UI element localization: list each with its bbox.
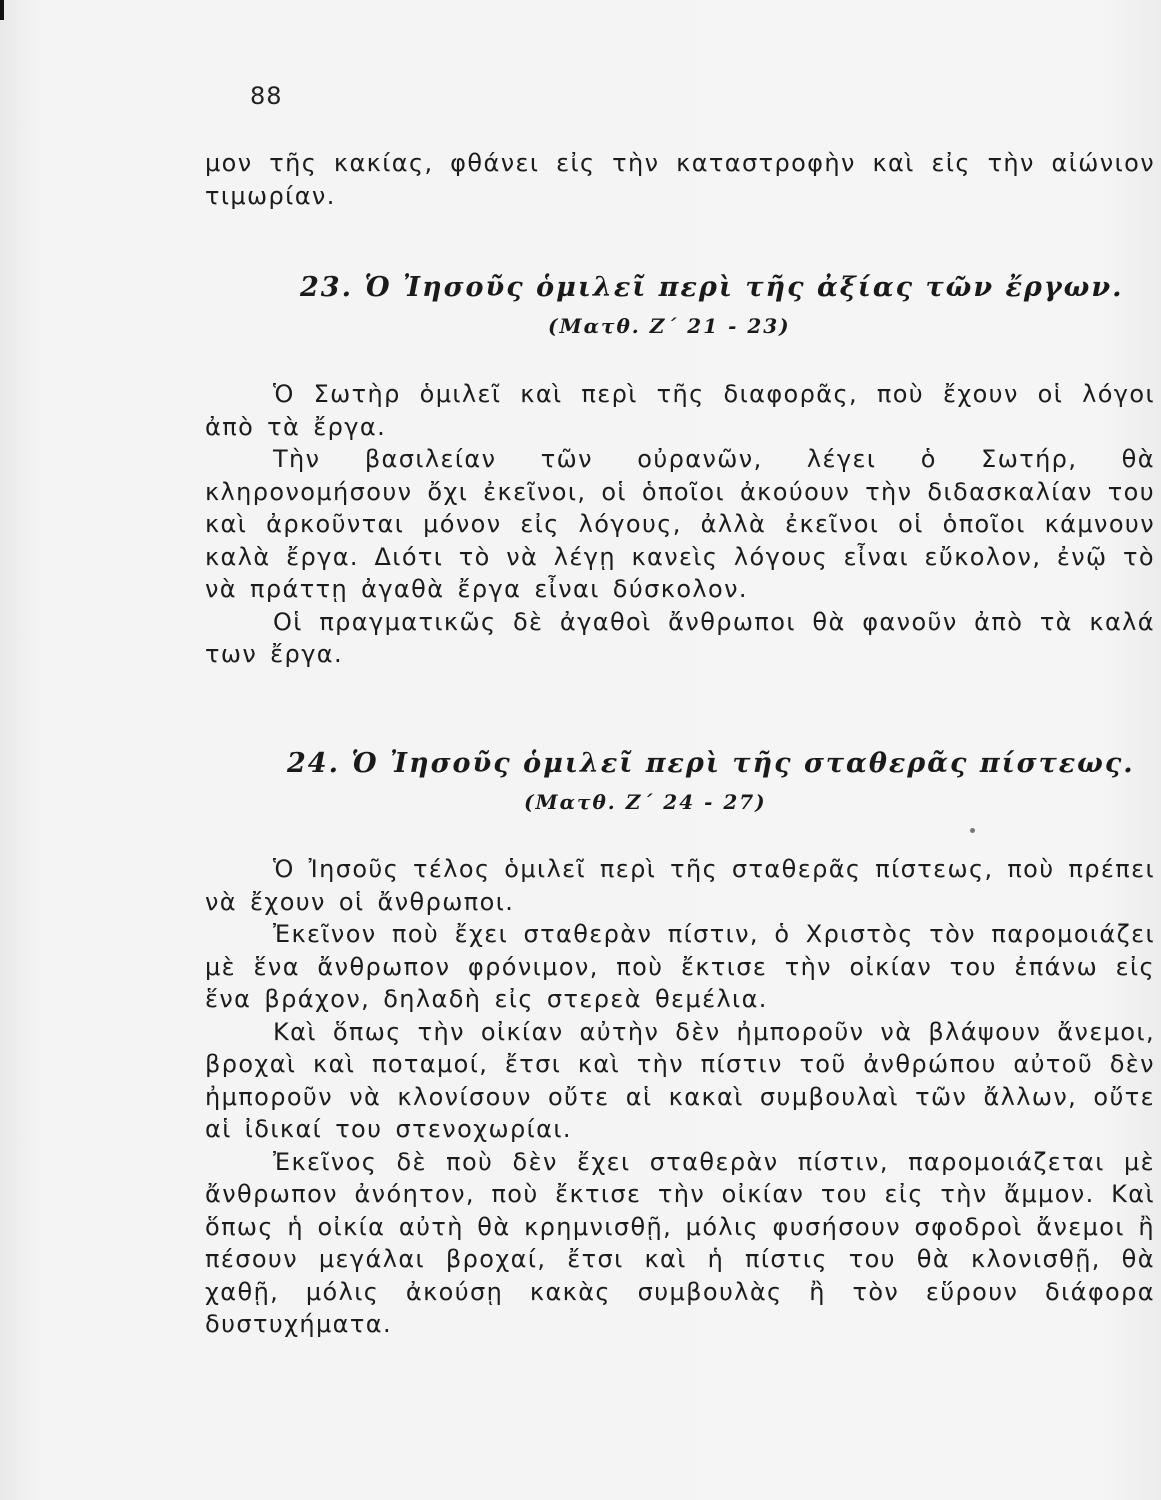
section-23-reference: (Ματθ. Ζ΄ 21 - 23) (548, 314, 791, 338)
intro-paragraph: μον τῆς κακίας, φθάνει εἰς τὴν καταστροφὴν καὶ εἰς τὴν αἰώνιον τιμωρίαν. (205, 149, 1155, 210)
section-24-body (205, 853, 1155, 1341)
intro-paragraph-block (205, 147, 1155, 212)
section-23-paragraph: Τὴν βασιλείαν τῶν οὐρανῶν, λέγει ὁ Σωτήρ, θὰ κληρονομήσουν ὄχι ἐκεῖνοι, οἱ ὁποῖοι ἀκούουν τὴν διδασκαλίαν του καὶ ἀρκοῦνται μόνον εἰς λόγους, ἀλλὰ ἐκεῖνοι οἱ ὁποῖοι κάμνουν καλὰ ἔργα. Διότι τὸ νὰ λέγῃ κανεὶς λόγους εἶναι εὔκολον, ἐνῷ τὸ νὰ πράττῃ ἀγαθὰ ἔργα εἶναι δύσκολον. (205, 445, 1155, 603)
scan-speck (970, 828, 975, 833)
page-number: 88 (250, 82, 283, 110)
section-23-paragraph: Ὁ Σωτὴρ ὁμιλεῖ καὶ περὶ τῆς διαφορᾶς, ποὺ ἔχουν οἱ λόγοι ἀπὸ τὰ ἔργα. (205, 380, 1155, 441)
section-24-reference: (Ματθ. Ζ΄ 24 - 27) (524, 790, 767, 814)
section-23-body (205, 378, 1155, 671)
section-24-paragraph: Ὁ Ἰησοῦς τέλος ὁμιλεῖ περὶ τῆς σταθερᾶς πίστεως, ποὺ πρέπει νὰ ἔχουν οἱ ἄνθρωποι. (205, 855, 1155, 916)
section-24-paragraph: Ἐκεῖνον ποὺ ἔχει σταθερὰν πίστιν, ὁ Χριστὸς τὸν παρομοιάζει μὲ ἕνα ἄνθρωπον φρόνιμον, ποὺ ἔκτισε τὴν οἰκίαν του ἐπάνω εἰς ἕνα βράχον, δηλαδὴ εἰς στερεὰ θεμέλια. (205, 920, 1155, 1013)
section-24-paragraph: Καὶ ὅπως τὴν οἰκίαν αὐτὴν δὲν ἠμποροῦν νὰ βλάψουν ἄνεμοι, βροχαὶ καὶ ποταμοί, ἔτσι καὶ τὴν πίστιν τοῦ ἀνθρώπου αὐτοῦ δὲν ἠμποροῦν νὰ κλονίσουν οὔτε αἱ κακαὶ συμβουλαὶ τῶν ἄλλων, οὔτε αἱ ἰδικαί του στενοχωρίαι. (205, 1017, 1155, 1143)
section-23-heading: 23. Ὁ Ἰησοῦς ὁμιλεῖ περὶ τῆς ἀξίας τῶν ἔργων. (300, 272, 1124, 303)
section-24-heading: 24. Ὁ Ἰησοῦς ὁμιλεῖ περὶ τῆς σταθερᾶς πίστεως. (287, 748, 1135, 779)
section-24-paragraph: Ἐκεῖνος δὲ ποὺ δὲν ἔχει σταθερὰν πίστιν, παρομοιάζεται μὲ ἄνθρωπον ἀνόητον, ποὺ ἔκτισε τὴν οἰκίαν του εἰς τὴν ἄμμον. Καὶ ὅπως ἡ οἰκία αὐτὴ θὰ κρημνισθῇ, μόλις φυσήσουν σφοδροὶ ἄνεμοι ἢ πέσουν μεγάλαι βροχαί, ἔτσι καὶ ἡ πίστις του θὰ κλονισθῇ, θὰ χαθῇ, μόλις ἀκούσῃ κακὰς συμβουλὰς ἢ τὸν εὕρουν διάφορα δυστυχήματα. (205, 1147, 1155, 1338)
scan-edge-mark (0, 0, 4, 20)
section-23-paragraph: Οἱ πραγματικῶς δὲ ἀγαθοὶ ἄνθρωποι θὰ φανοῦν ἀπὸ τὰ καλά των ἔργα. (205, 607, 1155, 668)
